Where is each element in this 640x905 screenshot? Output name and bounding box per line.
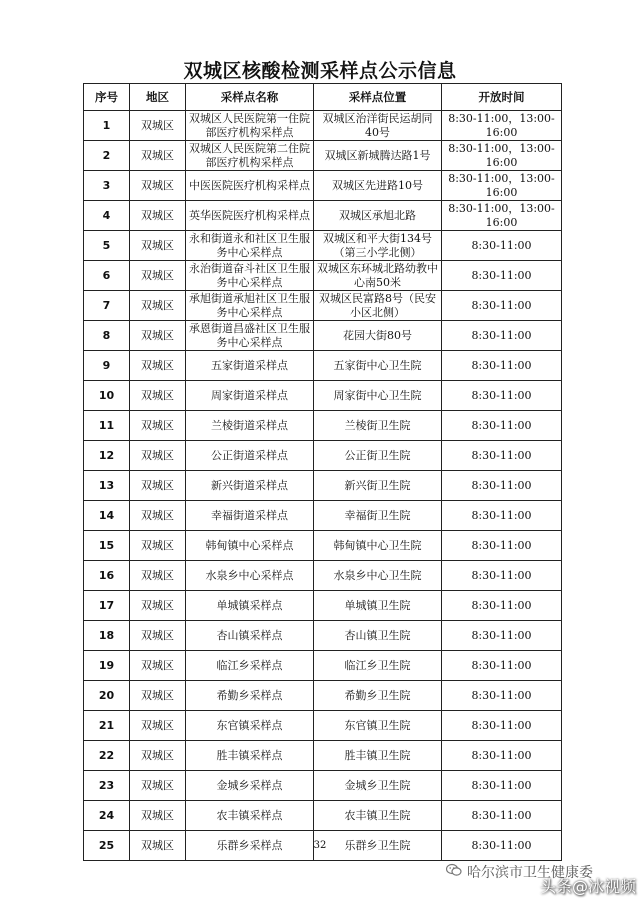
table-row xyxy=(84,291,562,321)
table-row xyxy=(84,231,562,261)
open-time-cell: 8:30-11:00 xyxy=(442,621,562,651)
seq-cell: 15 xyxy=(84,531,130,561)
site-location-cell: 双城区东环城北路幼教中心南50米 xyxy=(314,261,442,291)
seq-cell: 23 xyxy=(84,771,130,801)
open-time-cell: 8:30-11:00 xyxy=(442,711,562,741)
site-location-cell: 公正街卫生院 xyxy=(314,441,442,471)
sampling-sites-table xyxy=(83,83,562,861)
site-location-cell: 双城区承旭北路 xyxy=(314,201,442,231)
table-row xyxy=(84,771,562,801)
open-time-cell: 8:30-11:00，13:00-16:00 xyxy=(442,141,562,171)
site-location-cell: 双城区民富路8号（民安小区北侧） xyxy=(314,291,442,321)
site-name-cell: 杏山镇采样点 xyxy=(186,621,314,651)
area-cell: 双城区 xyxy=(130,681,186,711)
site-location-cell: 乐群乡卫生院 xyxy=(314,831,442,861)
seq-cell: 21 xyxy=(84,711,130,741)
seq-cell: 4 xyxy=(84,201,130,231)
area-cell: 双城区 xyxy=(130,141,186,171)
open-time-cell: 8:30-11:00，13:00-16:00 xyxy=(442,111,562,141)
table-row xyxy=(84,681,562,711)
seq-cell: 25 xyxy=(84,831,130,861)
site-name-cell: 单城镇采样点 xyxy=(186,591,314,621)
open-time-cell: 8:30-11:00，13:00-16:00 xyxy=(442,171,562,201)
open-time-cell: 8:30-11:00 xyxy=(442,771,562,801)
open-time-cell: 8:30-11:00 xyxy=(442,741,562,771)
seq-cell: 11 xyxy=(84,411,130,441)
seq-cell: 5 xyxy=(84,231,130,261)
site-name-cell: 东官镇采样点 xyxy=(186,711,314,741)
site-location-cell: 新兴街卫生院 xyxy=(314,471,442,501)
table-row xyxy=(84,321,562,351)
seq-cell: 6 xyxy=(84,261,130,291)
site-location-cell: 东官镇卫生院 xyxy=(314,711,442,741)
site-name-cell: 双城区人民医院第二住院部医疗机构采样点 xyxy=(186,141,314,171)
open-time-cell: 8:30-11:00 xyxy=(442,831,562,861)
open-time-cell: 8:30-11:00 xyxy=(442,801,562,831)
site-name-cell: 韩甸镇中心采样点 xyxy=(186,531,314,561)
site-name-cell: 临江乡采样点 xyxy=(186,651,314,681)
area-cell: 双城区 xyxy=(130,741,186,771)
seq-cell: 13 xyxy=(84,471,130,501)
table-row xyxy=(84,201,562,231)
site-name-cell: 公正街道采样点 xyxy=(186,441,314,471)
page-number: 32 xyxy=(313,840,327,851)
area-cell: 双城区 xyxy=(130,111,186,141)
table-row xyxy=(84,261,562,291)
site-name-cell: 承恩街道昌盛社区卫生服务中心采样点 xyxy=(186,321,314,351)
area-cell: 双城区 xyxy=(130,651,186,681)
site-location-cell: 杏山镇卫生院 xyxy=(314,621,442,651)
site-location-cell: 临江乡卫生院 xyxy=(314,651,442,681)
open-time-cell: 8:30-11:00 xyxy=(442,651,562,681)
area-cell: 双城区 xyxy=(130,711,186,741)
seq-cell: 22 xyxy=(84,741,130,771)
header-seq: 序号 xyxy=(84,84,130,111)
site-name-cell: 周家街道采样点 xyxy=(186,381,314,411)
seq-cell: 9 xyxy=(84,351,130,381)
site-name-cell: 水泉乡中心采样点 xyxy=(186,561,314,591)
table-row xyxy=(84,111,562,141)
seq-cell: 12 xyxy=(84,441,130,471)
table-row xyxy=(84,801,562,831)
site-name-cell: 永和街道永和社区卫生服务中心采样点 xyxy=(186,231,314,261)
site-name-cell: 胜丰镇采样点 xyxy=(186,741,314,771)
site-name-cell: 农丰镇采样点 xyxy=(186,801,314,831)
watermark-text: 哈尔滨市卫生健康委 xyxy=(467,865,593,881)
site-name-cell: 金城乡采样点 xyxy=(186,771,314,801)
area-cell: 双城区 xyxy=(130,501,186,531)
table-row xyxy=(84,621,562,651)
site-name-cell: 兰棱街道采样点 xyxy=(186,411,314,441)
area-cell: 双城区 xyxy=(130,441,186,471)
area-cell: 双城区 xyxy=(130,561,186,591)
site-location-cell: 双城区先进路10号 xyxy=(314,171,442,201)
area-cell: 双城区 xyxy=(130,231,186,261)
table-row xyxy=(84,471,562,501)
header-site-location: 采样点位置 xyxy=(314,84,442,111)
site-name-cell: 新兴街道采样点 xyxy=(186,471,314,501)
open-time-cell: 8:30-11:00 xyxy=(442,441,562,471)
table-header-row xyxy=(84,84,562,111)
open-time-cell: 8:30-11:00 xyxy=(442,321,562,351)
site-name-cell: 英华医院医疗机构采样点 xyxy=(186,201,314,231)
seq-cell: 1 xyxy=(84,111,130,141)
open-time-cell: 8:30-11:00 xyxy=(442,351,562,381)
site-name-cell: 希勤乡采样点 xyxy=(186,681,314,711)
header-open-time: 开放时间 xyxy=(442,84,562,111)
table-row xyxy=(84,141,562,171)
seq-cell: 14 xyxy=(84,501,130,531)
area-cell: 双城区 xyxy=(130,411,186,441)
area-cell: 双城区 xyxy=(130,531,186,561)
site-location-cell: 农丰镇卫生院 xyxy=(314,801,442,831)
site-location-cell: 双城区新城腾达路1号 xyxy=(314,141,442,171)
open-time-cell: 8:30-11:00 xyxy=(442,411,562,441)
open-time-cell: 8:30-11:00 xyxy=(442,591,562,621)
site-location-cell: 水泉乡中心卫生院 xyxy=(314,561,442,591)
open-time-cell: 8:30-11:00 xyxy=(442,471,562,501)
seq-cell: 7 xyxy=(84,291,130,321)
site-location-cell: 韩甸镇中心卫生院 xyxy=(314,531,442,561)
area-cell: 双城区 xyxy=(130,381,186,411)
site-location-cell: 希勤乡卫生院 xyxy=(314,681,442,711)
site-location-cell: 五家街中心卫生院 xyxy=(314,351,442,381)
seq-cell: 17 xyxy=(84,591,130,621)
open-time-cell: 8:30-11:00 xyxy=(442,501,562,531)
site-location-cell: 幸福街卫生院 xyxy=(314,501,442,531)
table-row xyxy=(84,171,562,201)
open-time-cell: 8:30-11:00 xyxy=(442,681,562,711)
table-row xyxy=(84,741,562,771)
site-name-cell: 永治街道奋斗社区卫生服务中心采样点 xyxy=(186,261,314,291)
open-time-cell: 8:30-11:00 xyxy=(442,291,562,321)
area-cell: 双城区 xyxy=(130,321,186,351)
open-time-cell: 8:30-11:00 xyxy=(442,231,562,261)
site-name-cell: 乐群乡采样点 xyxy=(186,831,314,861)
open-time-cell: 8:30-11:00 xyxy=(442,381,562,411)
site-location-cell: 双城区和平大街134号（第三小学北侧） xyxy=(314,231,442,261)
site-name-cell: 中医医院医疗机构采样点 xyxy=(186,171,314,201)
table-row xyxy=(84,381,562,411)
table-row xyxy=(84,651,562,681)
seq-cell: 8 xyxy=(84,321,130,351)
site-location-cell: 花园大街80号 xyxy=(314,321,442,351)
table-body xyxy=(84,111,562,861)
area-cell: 双城区 xyxy=(130,201,186,231)
open-time-cell: 8:30-11:00 xyxy=(442,561,562,591)
site-location-cell: 单城镇卫生院 xyxy=(314,591,442,621)
site-name-cell: 五家街道采样点 xyxy=(186,351,314,381)
site-name-cell: 双城区人民医院第一住院部医疗机构采样点 xyxy=(186,111,314,141)
table-row xyxy=(84,441,562,471)
area-cell: 双城区 xyxy=(130,471,186,501)
seq-cell: 3 xyxy=(84,171,130,201)
site-location-cell: 周家街中心卫生院 xyxy=(314,381,442,411)
area-cell: 双城区 xyxy=(130,261,186,291)
document-title: 双城区核酸检测采样点公示信息 xyxy=(183,60,457,82)
header-area: 地区 xyxy=(130,84,186,111)
table-row xyxy=(84,501,562,531)
watermark-overlay: 头条@冰视频 xyxy=(540,877,637,896)
area-cell: 双城区 xyxy=(130,621,186,651)
table-row xyxy=(84,351,562,381)
table-row xyxy=(84,591,562,621)
open-time-cell: 8:30-11:00 xyxy=(442,531,562,561)
open-time-cell: 8:30-11:00，13:00-16:00 xyxy=(442,201,562,231)
area-cell: 双城区 xyxy=(130,351,186,381)
header-site-name: 采样点名称 xyxy=(186,84,314,111)
table-row xyxy=(84,531,562,561)
seq-cell: 10 xyxy=(84,381,130,411)
site-location-cell: 胜丰镇卫生院 xyxy=(314,741,442,771)
site-location-cell: 金城乡卫生院 xyxy=(314,771,442,801)
seq-cell: 16 xyxy=(84,561,130,591)
area-cell: 双城区 xyxy=(130,771,186,801)
seq-cell: 19 xyxy=(84,651,130,681)
site-location-cell: 双城区治洋街民运胡同40号 xyxy=(314,111,442,141)
site-location-cell: 兰棱街卫生院 xyxy=(314,411,442,441)
seq-cell: 18 xyxy=(84,621,130,651)
table-row xyxy=(84,411,562,441)
table-row xyxy=(84,711,562,741)
seq-cell: 20 xyxy=(84,681,130,711)
seq-cell: 24 xyxy=(84,801,130,831)
wechat-icon xyxy=(446,863,462,881)
area-cell: 双城区 xyxy=(130,591,186,621)
table-row xyxy=(84,561,562,591)
site-name-cell: 幸福街道采样点 xyxy=(186,501,314,531)
area-cell: 双城区 xyxy=(130,171,186,201)
site-name-cell: 承旭街道承旭社区卫生服务中心采样点 xyxy=(186,291,314,321)
area-cell: 双城区 xyxy=(130,291,186,321)
seq-cell: 2 xyxy=(84,141,130,171)
area-cell: 双城区 xyxy=(130,831,186,861)
open-time-cell: 8:30-11:00 xyxy=(442,261,562,291)
area-cell: 双城区 xyxy=(130,801,186,831)
